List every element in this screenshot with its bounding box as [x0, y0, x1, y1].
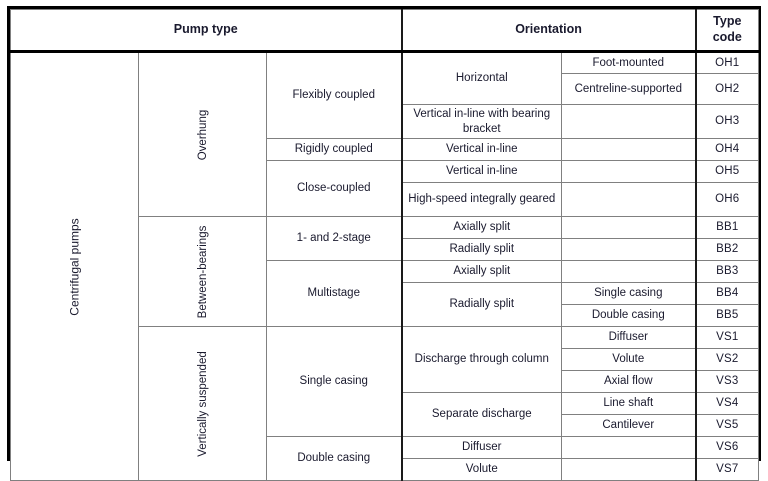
cell-type-code-bb1: BB1 — [696, 217, 759, 239]
cell-orientation-axially-split-bb3: Axially split — [402, 261, 562, 283]
cell-type-code-oh1: OH1 — [696, 52, 759, 74]
cell-suborientation-empty-vs6 — [562, 437, 696, 459]
cell-type-code-bb4: BB4 — [696, 283, 759, 305]
cell-suborientation-empty-oh5 — [562, 161, 696, 183]
cell-type-code-vs4: VS4 — [696, 393, 759, 415]
cell-orientation-horizontal: Horizontal — [402, 52, 562, 105]
cell-suborientation-single-casing: Single casing — [562, 283, 696, 305]
cell-suborientation-centreline-supported: Centreline-supported — [562, 74, 696, 105]
cell-type-code-bb2: BB2 — [696, 239, 759, 261]
cell-suborientation-empty-oh3 — [562, 105, 696, 139]
cell-orientation-radially-split-bb2: Radially split — [402, 239, 562, 261]
cell-type-code-oh2: OH2 — [696, 74, 759, 105]
cell-orientation-vertical-in-line-with-bearing-bracket: Vertical in-line with bearing bracket — [402, 105, 562, 139]
cell-suborientation-diffuser-vs1: Diffuser — [562, 327, 696, 349]
cell-orientation-radially-split-bb45: Radially split — [402, 283, 562, 327]
cell-type-code-bb5: BB5 — [696, 305, 759, 327]
cell-coupling-single-casing: Single casing — [267, 327, 402, 437]
cell-type-code-vs2: VS2 — [696, 349, 759, 371]
cell-type-code-oh5: OH5 — [696, 161, 759, 183]
cell-coupling-close-coupled: Close-coupled — [267, 161, 402, 217]
cell-orientation-axially-split-bb1: Axially split — [402, 217, 562, 239]
cell-suborientation-empty-bb1 — [562, 217, 696, 239]
cell-suborientation-empty-bb2 — [562, 239, 696, 261]
cell-coupling-multistage: Multistage — [267, 261, 402, 327]
table-row — [11, 52, 759, 74]
cell-suborientation-empty-vs7 — [562, 459, 696, 481]
header-pump-type: Pump type — [11, 10, 402, 52]
cell-coupling-rigidly-coupled: Rigidly coupled — [267, 139, 402, 161]
cell-orientation-volute-vs7: Volute — [402, 459, 562, 481]
cell-orientation-high-speed-integrally-geared: High-speed integrally geared — [402, 183, 562, 217]
cell-orientation-discharge-through-column: Discharge through column — [402, 327, 562, 393]
cell-type-code-vs7: VS7 — [696, 459, 759, 481]
rotated-label-between-bearings: Between-bearings — [196, 225, 209, 318]
cell-type-code-oh4: OH4 — [696, 139, 759, 161]
cell-type-code-vs5: VS5 — [696, 415, 759, 437]
cell-suborientation-empty-oh6 — [562, 183, 696, 217]
cell-suborientation-volute-vs2: Volute — [562, 349, 696, 371]
cell-suborientation-double-casing: Double casing — [562, 305, 696, 327]
cell-suborientation-cantilever: Cantilever — [562, 415, 696, 437]
cell-type-code-oh6: OH6 — [696, 183, 759, 217]
rotated-label-overhung: Overhung — [196, 109, 209, 160]
cell-type-code-vs1: VS1 — [696, 327, 759, 349]
cell-type-code-vs3: VS3 — [696, 371, 759, 393]
rotated-label-vertically-suspended: Vertically suspended — [196, 350, 209, 457]
cell-group-overhung — [139, 52, 267, 217]
cell-coupling-double-casing: Double casing — [267, 437, 402, 481]
pump-classification-table — [10, 9, 759, 481]
table-header-row — [11, 10, 759, 52]
cell-coupling-1-and-2-stage: 1- and 2-stage — [267, 217, 402, 261]
cell-type-code-vs6: VS6 — [696, 437, 759, 459]
cell-suborientation-foot-mounted: Foot-mounted — [562, 52, 696, 74]
cell-category-centrifugal-pumps — [11, 52, 139, 481]
cell-orientation-diffuser-vs6: Diffuser — [402, 437, 562, 459]
cell-group-between-bearings — [139, 217, 267, 327]
cell-orientation-vertical-in-line-oh4: Vertical in-line — [402, 139, 562, 161]
cell-suborientation-line-shaft: Line shaft — [562, 393, 696, 415]
header-orientation: Orientation — [402, 10, 696, 52]
cell-group-vertically-suspended — [139, 327, 267, 481]
pump-classification-table-frame — [7, 6, 761, 476]
header-type-code: Type code — [696, 10, 759, 52]
cell-suborientation-axial-flow: Axial flow — [562, 371, 696, 393]
cell-suborientation-empty-oh4 — [562, 139, 696, 161]
cell-orientation-vertical-in-line-oh5: Vertical in-line — [402, 161, 562, 183]
cell-suborientation-empty-bb3 — [562, 261, 696, 283]
cell-type-code-oh3: OH3 — [696, 105, 759, 139]
cell-orientation-separate-discharge: Separate discharge — [402, 393, 562, 437]
cell-coupling-flexibly-coupled: Flexibly coupled — [267, 52, 402, 139]
rotated-label-centrifugal-pumps: Centrifugal pumps — [67, 217, 81, 316]
cell-type-code-bb3: BB3 — [696, 261, 759, 283]
